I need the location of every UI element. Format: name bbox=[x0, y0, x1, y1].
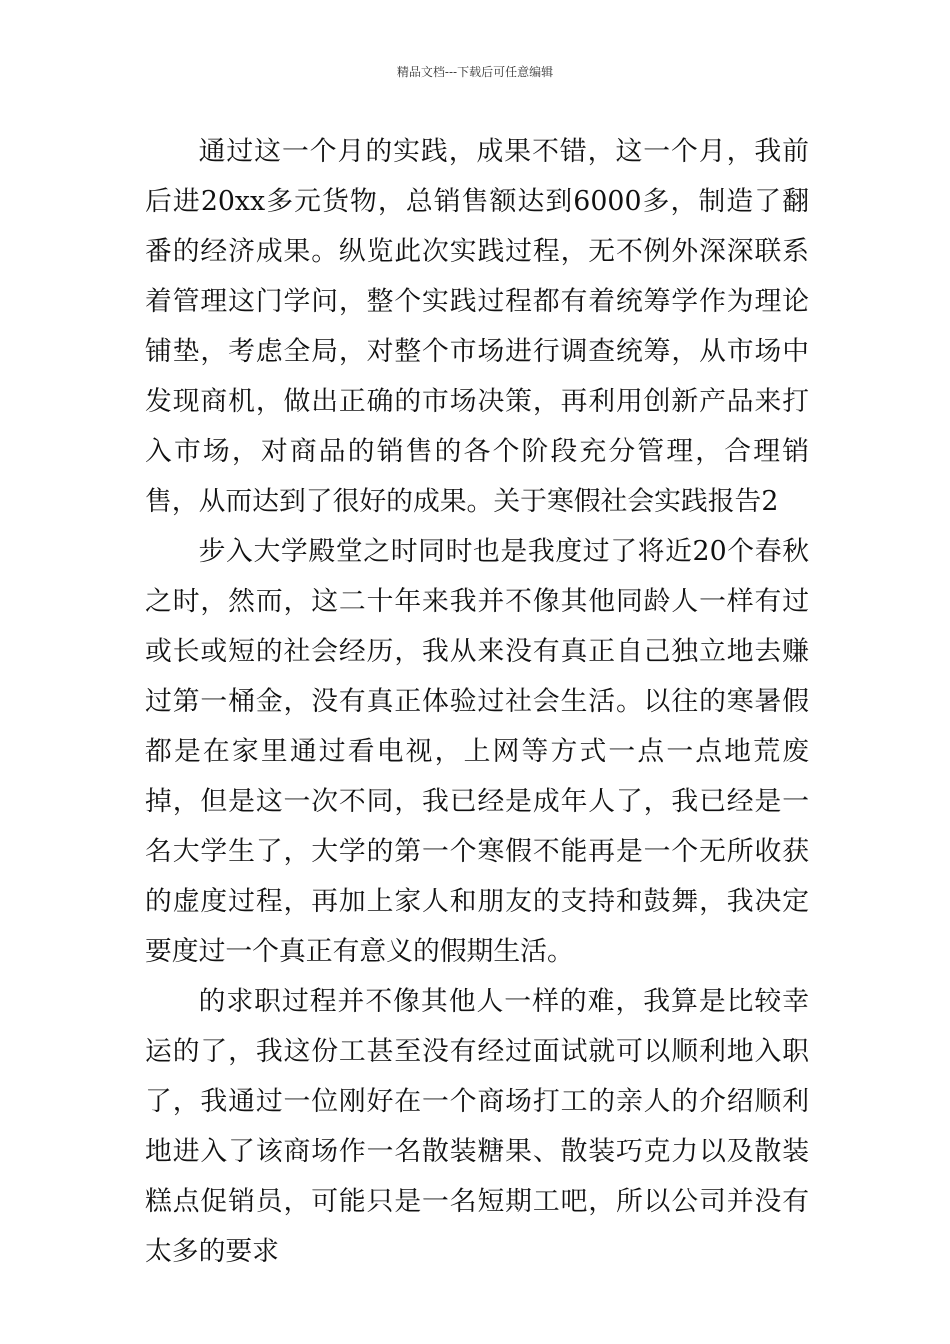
document-body bbox=[145, 127, 809, 1277]
paragraph-1: 通过这一个月的实践，成果不错，这一个月，我前后进20xx多元货物，总销售额达到6000多，制造了翻番的经济成果。纵览此次实践过程，无不例外深深联系着管理这门学问，整个实践过程都有着统筹学作为理论铺垫，考虑全局，对整个市场进行调查统筹，从市场中发现商机，做出正确的市场决策，再利用创新产品来打入市场，对商品的销售的各个阶段充分管理，合理销售，从而达到了很好的成果。关于寒假社会实践报告2 bbox=[145, 136, 809, 517]
paragraph-3: 的求职过程并不像其他人一样的难，我算是比较幸运的了，我这份工甚至没有经过面试就可以顺利地入职了，我通过一位刚好在一个商场打工的亲人的介绍顺利地进入了该商场作一名散装糖果、散装巧克力以及散装糕点促销员，可能只是一名短期工吧，所以公司并没有太多的要求 bbox=[145, 986, 809, 1267]
paragraph-2: 步入大学殿堂之时同时也是我度过了将近20个春秋之时，然而，这二十年来我并不像其他同龄人一样有过或长或短的社会经历，我从来没有真正自己独立地去赚过第一桶金，没有真正体验过社会生活。以往的寒暑假都是在家里通过看电视，上网等方式一点一点地荒废掉，但是这一次不同，我已经是成年人了，我已经是一名大学生了，大学的第一个寒假不能再是一个无所收获的虚度过程，再加上家人和朋友的支持和鼓舞，我决定要度过一个真正有意义的假期生活。 bbox=[145, 536, 809, 967]
page-header: 精品文档---下载后可任意编辑 bbox=[396, 65, 554, 79]
